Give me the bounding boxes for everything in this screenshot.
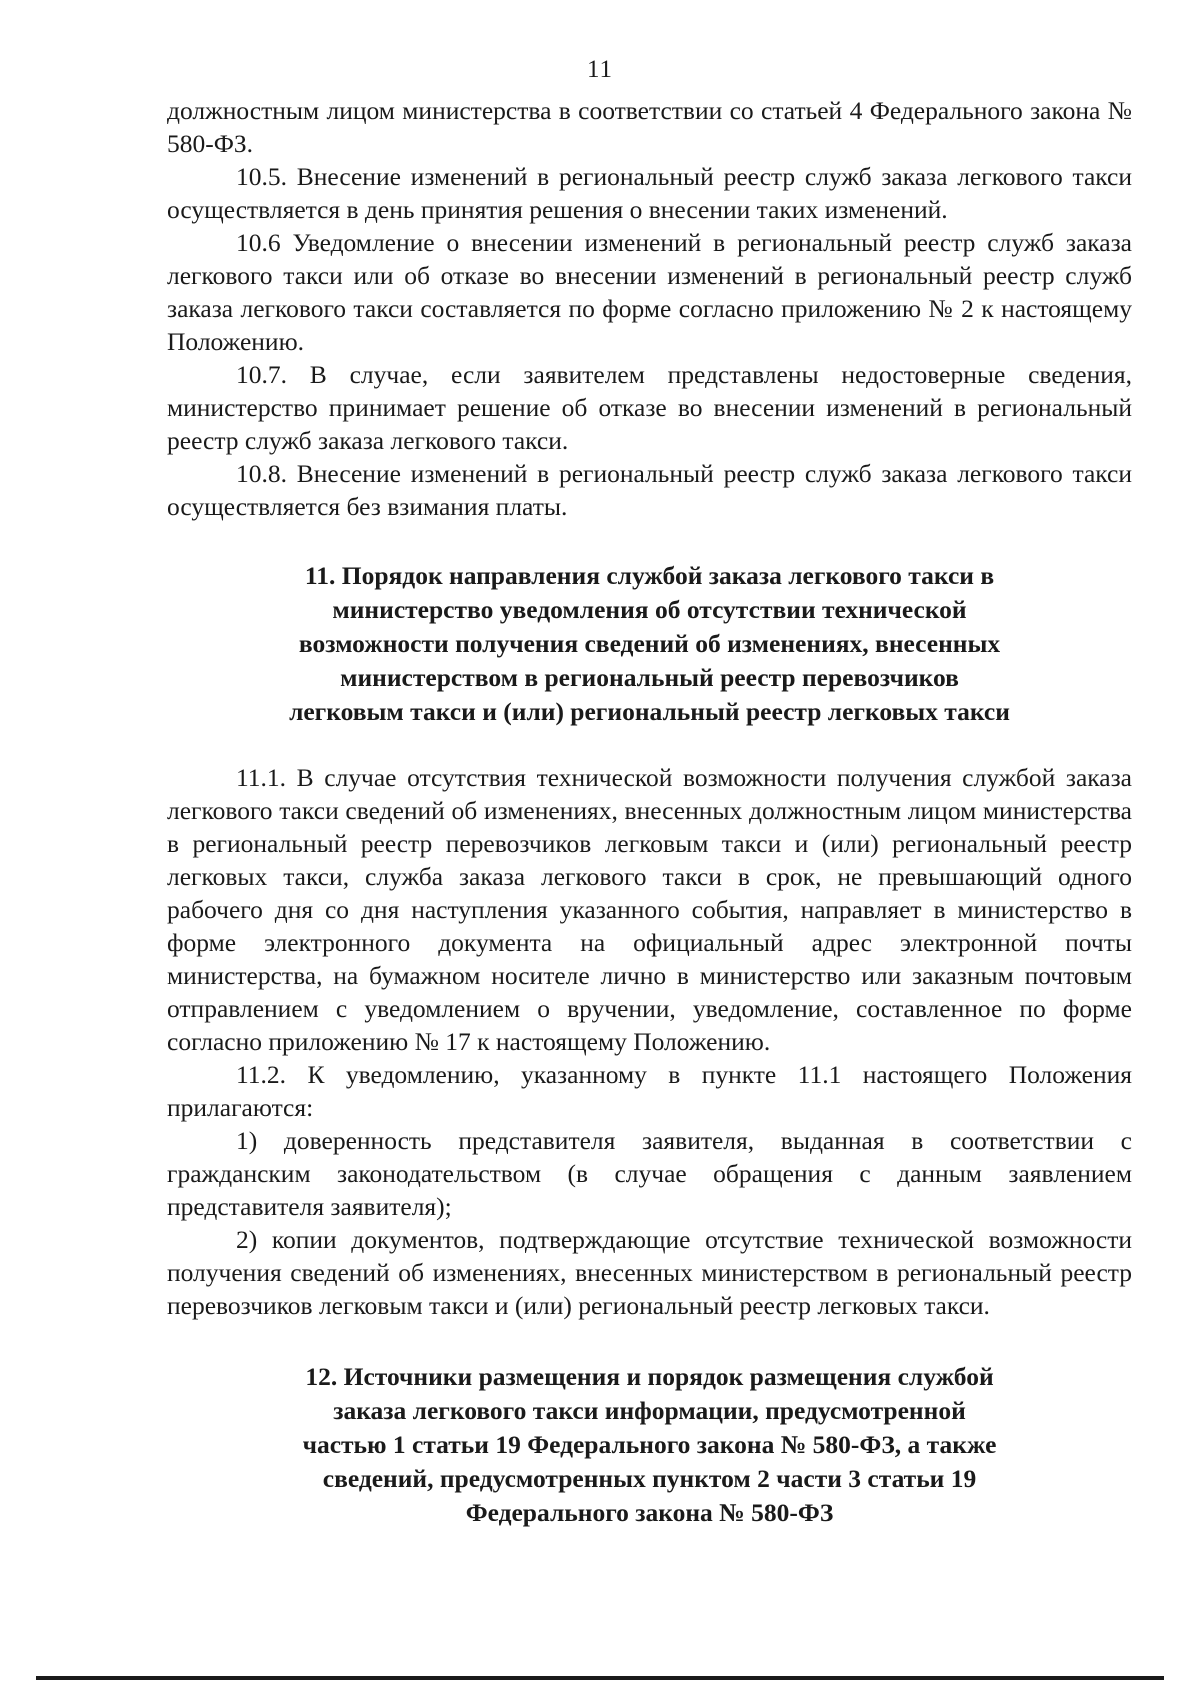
heading-line: заказа легкового такси информации, предусмотренной (333, 1396, 966, 1425)
paragraph-10-7: 10.7. В случае, если заявителем представлены недостоверные сведения, министерство принимает решение об отказе во внесении изменений в региональный реестр служб заказа легкового такси. (167, 360, 1132, 455)
paragraph-10-5: 10.5. Внесение изменений в региональный реестр служб заказа легкового такси осуществляется в день принятия решения о внесении таких изменений. (167, 162, 1132, 224)
list-item-1: 1) доверенность представителя заявителя, выданная в соответствии с гражданским законодательством (в случае обращения с данным заявлением представителя заявителя); (167, 1126, 1132, 1221)
heading-line: сведений, предусмотренных пунктом 2 части 3 статьи 19 (322, 1464, 977, 1493)
section-12-heading (167, 1360, 1132, 1530)
heading-line: министерство уведомления об отсутствии технической (332, 595, 967, 624)
paragraph-continuation: должностным лицом министерства в соответствии со статьей 4 Федерального закона № 580-ФЗ. (167, 96, 1132, 158)
heading-line: частью 1 статьи 19 Федерального закона № 580-ФЗ, а также (302, 1430, 997, 1459)
heading-line: Федерального закона № 580-ФЗ (465, 1498, 834, 1527)
document-body (167, 94, 1132, 1530)
heading-line: 11. Порядок направления службой заказа легкового такси в (304, 561, 995, 590)
list-item-2: 2) копии документов, подтверждающие отсутствие технической возможности получения сведений об изменениях, внесенных министерством в региональный реестр перевозчиков легковым такси и (или) региональный реестр легковых такси. (167, 1225, 1132, 1320)
heading-line: возможности получения сведений об изменениях, внесенных (298, 629, 1001, 658)
page-number: 11 (586, 56, 614, 83)
page-bottom-rule (36, 1676, 1164, 1680)
section-11-heading (167, 559, 1132, 729)
paragraph-11-1: 11.1. В случае отсутствия технической возможности получения службой заказа легкового такси сведений об изменениях, внесенных должностным лицом министерства в региональный реестр перевозчиков легковым такси и (или) региональный реестр легковых такси, служба заказа легкового такси в срок, не превышающий одного рабочего дня со дня наступления указанного события, направляет в министерство в форме электронного документа на официальный адрес электронной почты министерства, на бумажном носителе лично в министерство или заказным почтовым отправлением с уведомлением о вручении, уведомление, составленное по форме согласно приложению № 17 к настоящему Положению. (167, 763, 1132, 1056)
paragraph-10-8: 10.8. Внесение изменений в региональный реестр служб заказа легкового такси осуществляется без взимания платы. (167, 459, 1132, 521)
paragraph-10-6: 10.6 Уведомление о внесении изменений в региональный реестр служб заказа легкового такси или об отказе во внесении изменений в региональный реестр служб заказа легкового такси составляется по форме согласно приложению № 2 к настоящему Положению. (167, 228, 1132, 356)
heading-line: легковым такси и (или) региональный реестр легковых такси (289, 697, 1010, 726)
paragraph-11-2: 11.2. К уведомлению, указанному в пункте 11.1 настоящего Положения прилагаются: (167, 1060, 1132, 1122)
heading-line: министерством в региональный реестр перевозчиков (340, 663, 959, 692)
heading-line: 12. Источники размещения и порядок размещения службой (305, 1362, 994, 1391)
